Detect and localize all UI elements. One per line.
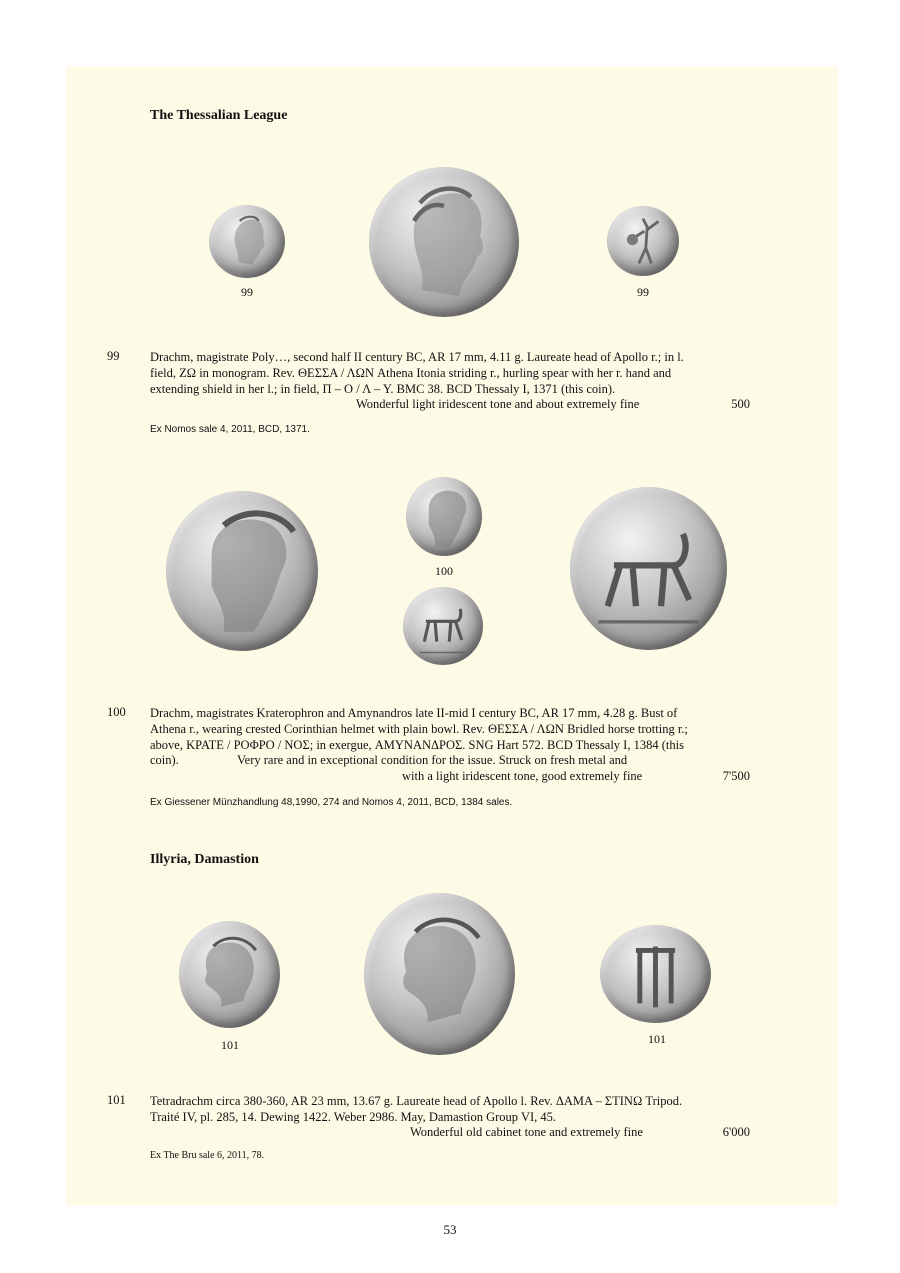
lot-price-100: 7'500: [722, 769, 750, 783]
section-heading-thessalian-league: The Thessalian League: [150, 108, 288, 123]
lot-provenance-99: Ex Nomos sale 4, 2011, BCD, 1371.: [150, 424, 310, 435]
coin-label-101-left: 101: [221, 1038, 239, 1052]
lot-price-99: 500: [731, 397, 750, 411]
lot-description-101: [150, 1093, 750, 1125]
coin-image-100-obverse: [406, 477, 482, 556]
lot-description-99: [150, 349, 750, 397]
description-line: Tetradrachm circa 380-360, AR 23 mm, 13.67 g. Laureate head of Apollo l. Rev. ΔΑΜΑ – ΣΤΙΝΩ Tripod.: [150, 1094, 683, 1108]
lot-remark-100: Very rare and in exceptional condition for the issue. Struck on fresh metal and: [237, 753, 628, 767]
lot-number-99: 99: [107, 349, 120, 363]
lot-number-100: 100: [107, 705, 126, 719]
lot-description-100: [150, 705, 750, 753]
coin-label-99-left: 99: [241, 285, 253, 299]
description-line: field, ΖΩ in monogram. Rev. ΘΕΣΣΑ / ΛΩΝ Athena Itonia striding r., hurling spear with her r. hand and: [150, 366, 672, 380]
description-line: Traité IV, pl. 285, 14. Dewing 1422. Weber 2986. May, Damastion Group VI, 45.: [150, 1110, 557, 1124]
coin-image-100-obverse-enlarged: [166, 491, 318, 651]
coin-image-101-obverse-enlarged: [364, 893, 515, 1055]
lot-number-101: 101: [107, 1093, 126, 1107]
coin-image-99-reverse: [607, 206, 679, 276]
coin-image-101-reverse: [600, 925, 711, 1023]
coin-image-100-reverse: [403, 587, 483, 665]
lot-condition-101: Wonderful old cabinet tone and extremely fine: [410, 1125, 643, 1139]
lot-provenance-100: Ex Giessener Münzhandlung 48,1990, 274 and Nomos 4, 2011, BCD, 1384 sales.: [150, 797, 513, 808]
description-line: extending shield in her l.; in field, Π – Ο / Λ – Υ. BMC 38. BCD Thessaly I, 1371 (this coin).: [150, 382, 616, 396]
coin-label-99-right: 99: [637, 285, 649, 299]
description-line: Drachm, magistrates Kraterophron and Amynandros late II-mid I century BC, AR 17 mm, 4.28 g. Bust of: [150, 706, 678, 720]
coin-image-101-obverse: [179, 921, 280, 1028]
description-line: Drachm, magistrate Poly…, second half II century BC, AR 17 mm, 4.11 g. Laureate head of Apollo r.; in l.: [150, 350, 684, 364]
lot-provenance-101: Ex The Bru sale 6, 2011, 78.: [150, 1150, 265, 1161]
coin-label-100: 100: [435, 564, 453, 578]
lot-description-line4-100: coin).: [150, 753, 179, 767]
page-number: 53: [443, 1222, 457, 1237]
coin-image-99-obverse: [209, 205, 285, 278]
section-heading-illyria-damastion: Illyria, Damastion: [150, 852, 259, 867]
lot-condition-99: Wonderful light iridescent tone and about extremely fine: [356, 397, 640, 411]
coin-label-101-right: 101: [648, 1032, 666, 1046]
description-line: above, ΚΡΑΤΕ / ΡΟΦΡΟ / ΝΟΣ; in exergue, ΑΜΥΝΑΝΔΡΟΣ. SNG Hart 572. BCD Thessaly I, 1384 (this: [150, 738, 684, 752]
description-line: Athena r., wearing crested Corinthian helmet with plain bowl. Rev. ΘΕΣΣΑ / ΛΩΝ Bridled horse trotting r.;: [150, 722, 688, 736]
lot-condition-100: with a light iridescent tone, good extremely fine: [402, 769, 643, 783]
coin-image-99-obverse-enlarged: [369, 167, 519, 317]
lot-price-101: 6'000: [722, 1125, 750, 1139]
coin-image-100-reverse-enlarged: [570, 487, 727, 650]
